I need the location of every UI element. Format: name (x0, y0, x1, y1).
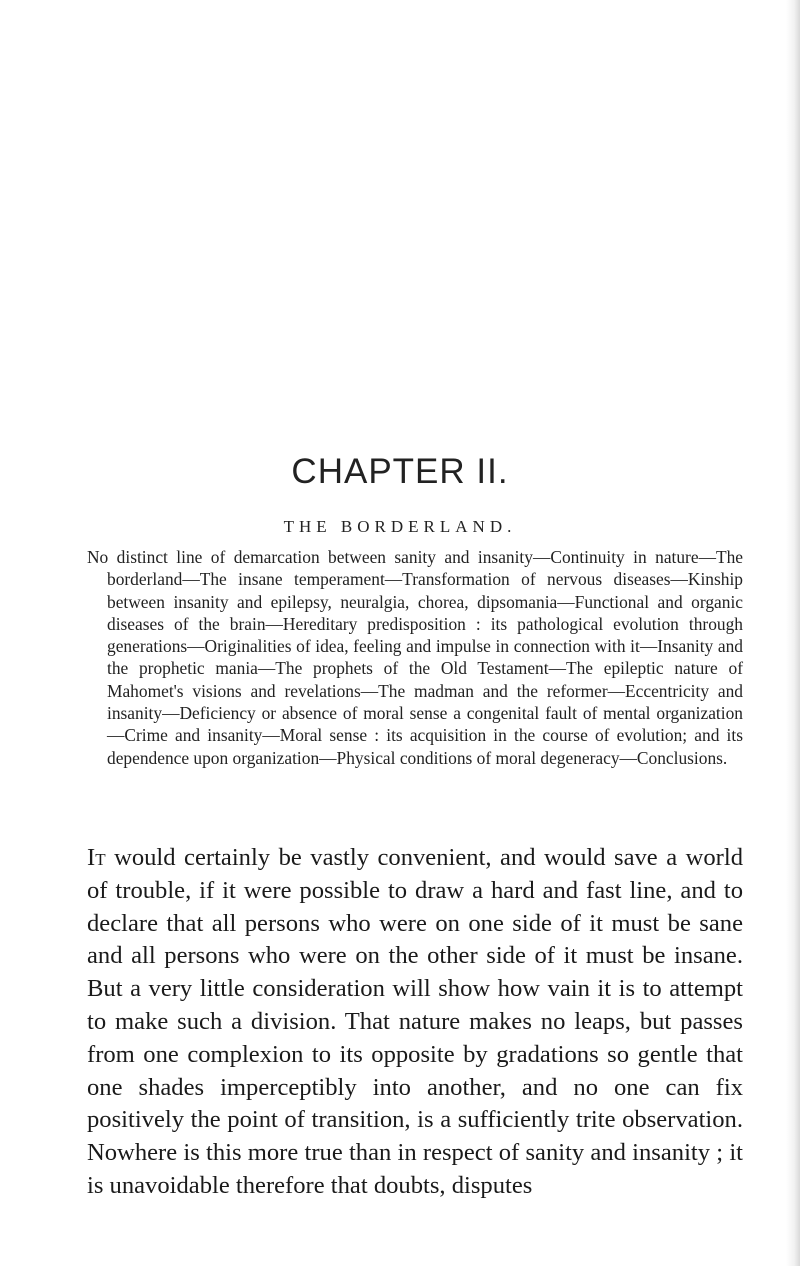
chapter-title: THE BORDERLAND. (283, 517, 517, 536)
chapter-number-heading: CHAPTER II. (291, 452, 509, 491)
body-text: would certainly be vastly convenient, and would save a world of trouble, if it were possible to draw a hard and fast line, and to declare that all persons who were on one side of it must be sane and all persons who were on the other side of it must be insane. But a very little consideration will show how vain it is to attempt to make such a division. That nature makes no leaps, but passes from one complexion to its opposite by gradations so gentle that one shades imperceptibly into another, and no one can fix positively the point of transition, is a sufficiently trite observation. Nowhere is this more true than in respect of sanity and insanity ; it is unavoidable therefore that doubts, disputes (87, 844, 743, 1199)
lead-word: It (87, 844, 106, 871)
page-edge-shadow (786, 0, 800, 1266)
body-paragraph (87, 842, 743, 1203)
chapter-synopsis: No distinct line of demarcation between sanity and insanity—Continuity in nature—The borderland—The insane temperament—Transformation of nervous diseases—Kinship between insanity and epilepsy, neuralgia, chorea, dipsomania—Functional and organic diseases of the brain—Hereditary predisposition : its pathological evolution through generations—Originalities of idea, feeling and impulse in connection with it—Insanity and the prophetic mania—The prophets of the Old Testament—The epileptic nature of Mahomet's visions and revelations—The madman and the reformer—Eccentricity and insanity—Deficiency or absence of moral sense a congenital fault of mental organization—Crime and insanity—Moral sense : its acquisition in the course of evolution; and its dependence upon organization—Physical conditions of moral degeneracy—Conclusions. (87, 547, 743, 768)
